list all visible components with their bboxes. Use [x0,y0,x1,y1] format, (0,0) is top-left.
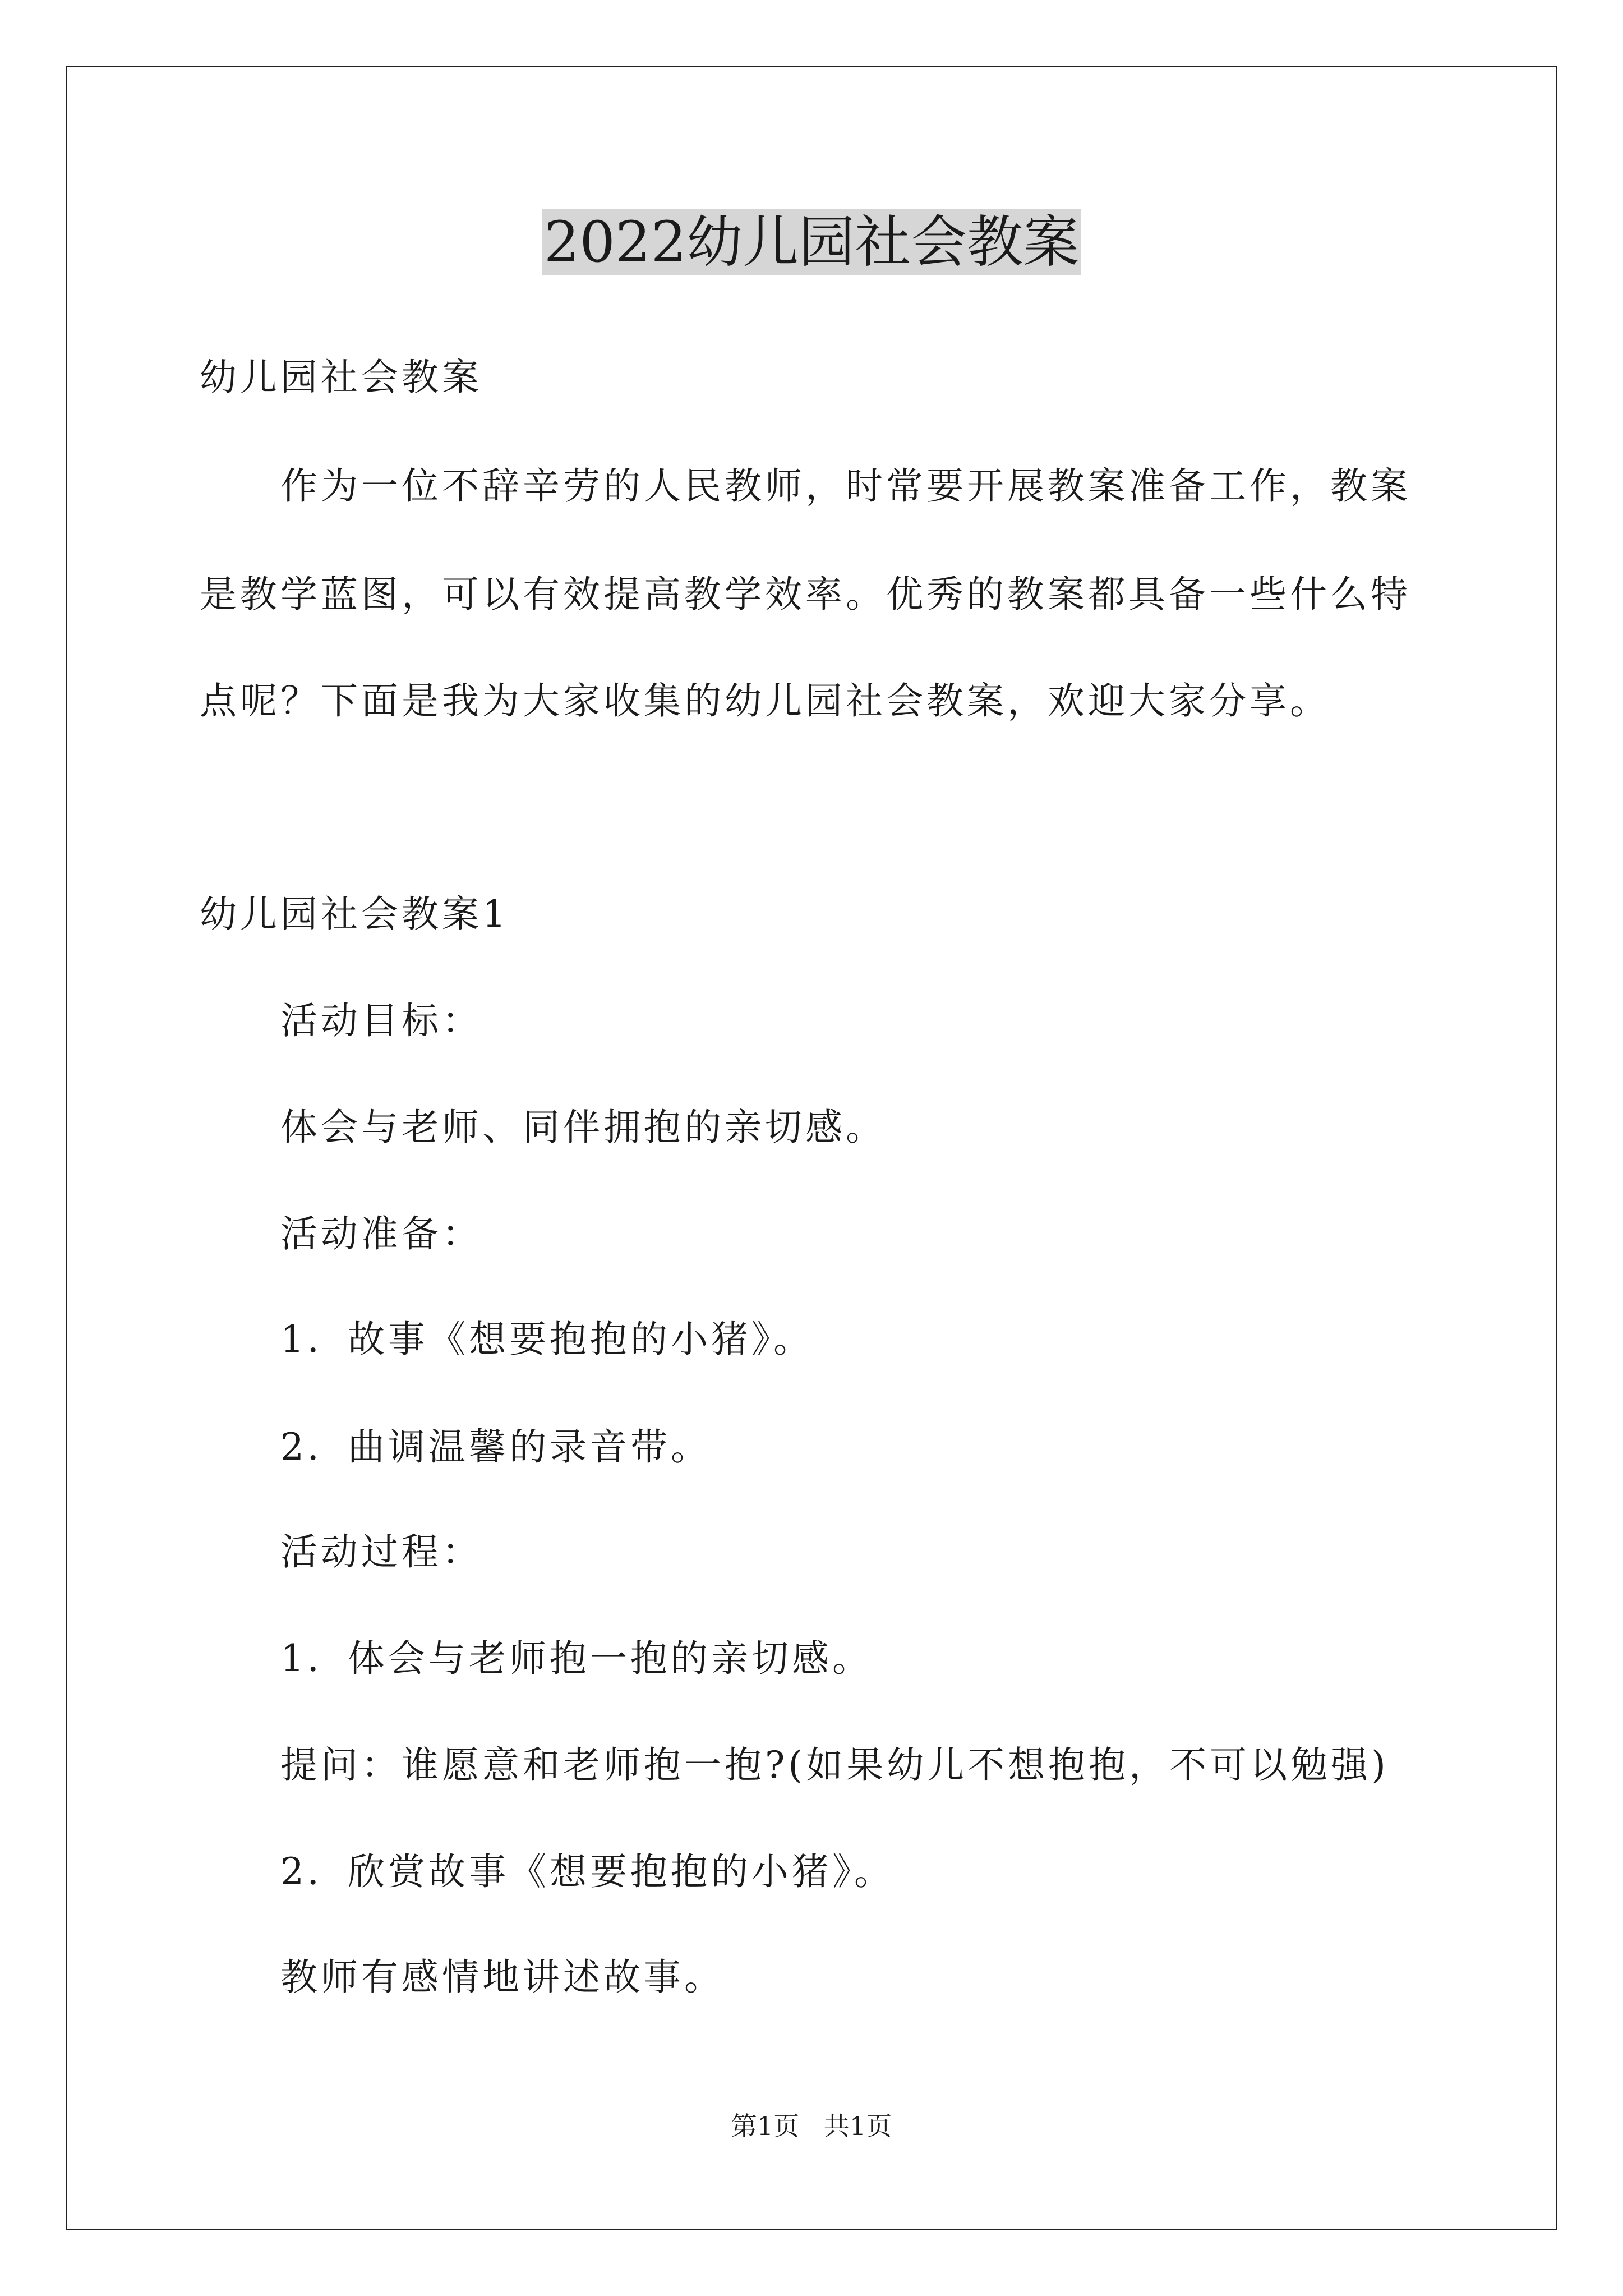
section-heading: 幼儿园社会教案1 [200,892,509,936]
body-line: 活动目标： [280,999,482,1042]
body-line: 活动过程： [280,1530,482,1573]
body-line: 体会与老师、同伴拥抱的亲切感。 [280,1106,886,1149]
body-line: 活动准备： [280,1212,482,1255]
body-line: 教师有感情地讲述故事。 [280,1955,725,1999]
body-line: 2．曲调温馨的录音带。 [280,1425,711,1469]
body-line: 2．欣赏故事《想要抱抱的小猪》。 [280,1850,895,1893]
body-line: 1．故事《想要抱抱的小猪》。 [280,1318,814,1361]
page-footer: 第1页 共1页 [731,2111,892,2141]
body-line: 提问：谁愿意和老师抱一抱?(如果幼儿不想抱抱，不可以勉强) [280,1743,1389,1787]
intro-line-1: 作为一位不辞辛劳的人民教师，时常要开展教案准备工作，教案 [280,464,1411,508]
body-line: 1．体会与老师抱一抱的亲切感。 [280,1637,873,1680]
document-title [0,203,1623,282]
intro-line-3: 点呢？下面是我为大家收集的幼儿园社会教案，欢迎大家分享。 [200,679,1330,723]
document-title-text: 2022幼儿园社会教案 [542,209,1082,275]
document-subtitle: 幼儿园社会教案 [200,356,482,399]
intro-line-2: 是教学蓝图，可以有效提高教学效率。优秀的教案都具备一些什么特 [200,573,1411,616]
